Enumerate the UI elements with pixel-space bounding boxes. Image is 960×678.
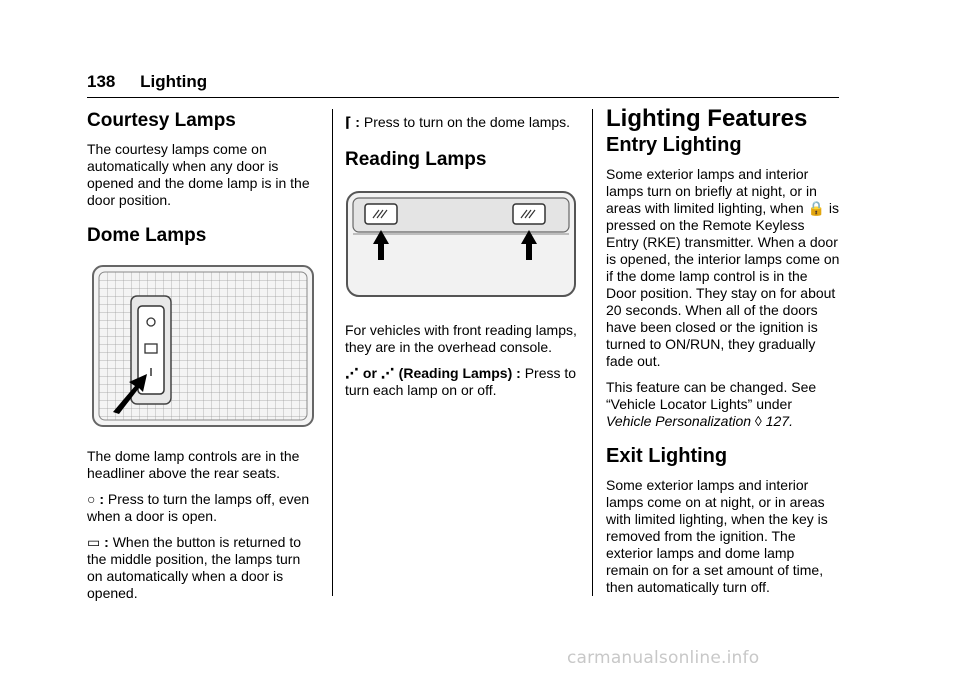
reading-label: (Reading Lamps) : [398, 365, 521, 381]
door-icon: ▭ [87, 534, 101, 550]
column-divider-1 [332, 109, 333, 596]
dome-lamp-figure [91, 264, 315, 428]
entry-lighting-heading: Entry Lighting [606, 134, 742, 156]
circle-icon: ○ [87, 491, 96, 507]
reading-or: or [362, 365, 377, 381]
entry-note-text: This feature can be changed. See “Vehicle Locator Lights” under [606, 379, 817, 412]
column-3 [606, 105, 840, 605]
entry-text-a: Some exterior lamps and interior lamps turn on briefly at night, or in areas with limited lighting, when [606, 166, 817, 216]
column-divider-2 [592, 109, 593, 596]
header-rule [87, 97, 839, 98]
courtesy-lamps-heading: Courtesy Lamps [87, 110, 236, 131]
dome-lamp-illustration [91, 264, 315, 428]
off-control-description: ○ : Press to turn the lamps off, even when a door is open. [87, 491, 310, 524]
page-header [87, 72, 207, 92]
page-ref: 127 [765, 413, 790, 429]
page-number: 138 [87, 72, 116, 91]
dome-lamps-heading: Dome Lamps [87, 225, 207, 246]
column-2 [345, 108, 580, 408]
reading-lamp-description [345, 365, 580, 399]
reading-lamp-intro: For vehicles with front reading lamps, they are in the overhead console. [345, 322, 577, 355]
on-control-description: ⌈ : Press to turn on the dome lamps. [345, 114, 571, 130]
entry-text-b: is pressed on the Remote Keyless Entry (RKE) transmitter. When a door is opened, the interior lamps come on if the dome lamp control is in the Door position. They stay on for about 20 seconds. When all of the doors have been closed or the ignition is turned to ON/RUN, they gradually fade out. [606, 200, 840, 369]
door-control-description: ▭ : When the button is returned to the middle position, the lamps turn on automatically when a door is opened. [87, 534, 302, 601]
dome-on-icon: ⌈ [345, 114, 352, 130]
section-title: Lighting [140, 72, 208, 91]
entry-lighting-body [606, 166, 840, 370]
watermark: carmanualsonline.info [567, 648, 760, 668]
lighting-features-heading: Lighting Features [606, 105, 808, 132]
off-text: Press to turn the lamps off, even when a door is open. [87, 491, 310, 524]
vehicle-personalization-link[interactable]: Vehicle Personalization [606, 413, 752, 429]
door-text: When the button is returned to the middle position, the lamps turn on automatically when a door is opened. [87, 534, 302, 601]
exit-lighting-heading: Exit Lighting [606, 445, 728, 467]
lock-icon: 🔒 [807, 200, 825, 216]
page-ref-arrow-icon: ◊ [754, 413, 762, 429]
reading-lamps-heading: Reading Lamps [345, 149, 487, 170]
dome-lamp-intro: The dome lamp controls are in the headliner above the rear seats. [87, 448, 300, 481]
courtesy-lamps-body: The courtesy lamps come on automatically when any door is opened and the dome lamp is in the door position. [87, 141, 310, 208]
reading-lamp-right-icon: ⋰ [380, 365, 395, 381]
reading-text: Press to turn each lamp on or off. [345, 365, 577, 398]
column-1 [87, 108, 319, 611]
reading-lamp-left-icon: ⋰ [345, 365, 359, 381]
reading-lamp-illustration [345, 188, 577, 300]
exit-lighting-body: Some exterior lamps and interior lamps come on at night, or in areas with limited lighting, when the key is removed from the ignition. The exterior lamps and dome lamp remain on for a set amount of time, then automatically turn off. [606, 477, 828, 595]
entry-lighting-note: This feature can be changed. See “Vehicle Locator Lights” under Vehicle Personalization ◊ 127. [606, 379, 817, 429]
reading-lamp-figure [345, 188, 577, 300]
on-text: Press to turn on the dome lamps. [363, 114, 571, 130]
